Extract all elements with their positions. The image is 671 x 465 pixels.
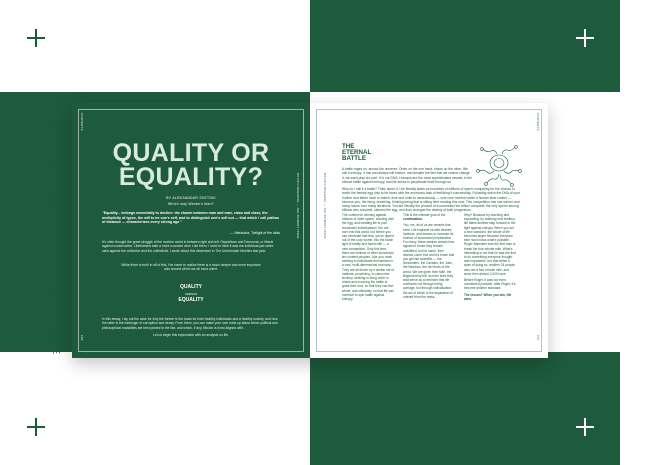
right-column-1: The contest for winning against millions of other sperm, bonding with the egg, and creating life is your successful individualism! You are born into this world, but before you can celebrate that feat, you're ripped out of the cozy womb, into the harsh light of reality and faced with — a new competition. Only this time, there are millions of other successful ten-contest peoples. Like you, each seeking to individuate themselves in a vast, multi-dimensional economy. They are all driven by a similar set of instincts: perceiving, to claim new territory, seeking to bring order in chaos and incurring the battle to grant their soul, so that they can feel whole, and ultimately, so that life can continue to spin battle against entropy.: [342, 213, 394, 302]
column-3-body: Why? Because by reaching and expanding, by claiming new territory, life takes another step forward in the fight against entropy. When you set a new standard, the whole of life becomes larger because everyone else now knows what's possible. Roger Bannister was the first man to break the four-minute mile. What's interesting is not that he was the first to do something everyone thought was impossible, but that within a span of doing so, another 24 people also ran a four-minute mile, and since then almost 2,000 have.: [464, 213, 516, 276]
sperm-cells-illustration: [473, 141, 525, 189]
crosshair-top-left-icon: [27, 29, 45, 47]
byline: BY ALEKSANDAR SVETSKI: [166, 196, 216, 200]
crosshair-bottom-left-icon: [27, 418, 45, 436]
left-page: [72, 103, 310, 358]
quality-label: QUALITY: [180, 284, 202, 290]
side-title-left: [50, 120, 61, 355]
side-brand-left: BITCOIN MAGAZINE: [49, 120, 61, 231]
side-separator-right: |: [659, 237, 671, 242]
left-paragraph-4: Let us begin this exploration with an analysis on life.: [153, 333, 229, 337]
column-2-bold: continuation.: [403, 217, 424, 222]
versus-label: VERSUS: [184, 292, 198, 296]
left-paragraph-1: It's often thought the great struggle of the modern world is between right and left, Republican and Democrat, or liberal against conservative. Libertarians take a more nuanced view. Like them, I used to think it was the individual just railed valid against the collective and the collectivist. I wrote about this dimension in The Unfortunate Nineties last year.: [102, 240, 274, 253]
epigraph-quote: "Equality... belongs essentially to decline: the chasm between man and man, class and class, the multiplicity of types, the will to be one's self, and to distinguish one's self out — that which I call pathos of distance — characterizes every strong age.": [102, 211, 280, 225]
side-brand-right: BITCOIN MAGAZINE: [659, 244, 671, 355]
column-2-lead: This is the ultimate goal of the: [403, 213, 446, 217]
epigraph-attribution: — Nietzsche, Twilight of the Idols: [230, 231, 280, 235]
right-spine-label: BITCOIN MAGAZINE — THE PRIMARY ISSUE: [323, 173, 326, 239]
right-intro-paragraph: A battle rages on, across the universe. Order on the one hand; chaos on the other. We call it entropy. It has and always will endure, and despite the fact that we cannot change it, we each play our part. It is our DNA. Humans are the most sophisticated vessels in the eternal battle against entropy, and life seeks to perpetuate itself through us.: [342, 167, 472, 184]
right-paragraph-2: Why do I call it a battle? Think about it. Life literally starts as hundreds of millions of sperm competing for the chance to reach the female egg only to be faced with the enormous task of fertilizing it successfully. Following which the DNA of your mother and father have to match, fuse and unite to miraculously — over nine months inside a human slow cooker — become you, the living, breathing, thinking being that is sitting here reading this now. This competition has one winner and many losers over many iterations. You are literally the product of a successful ten-trillion conquest: the only sperm among billions who survived, claimed the egg, and thus changed the destiny of both progenitors.: [342, 187, 520, 213]
side-issue-right: THE PRIMARY ISSUE: [659, 120, 671, 235]
section-heading: [342, 144, 371, 162]
side-issue-left: THE PRIMARY ISSUE: [49, 240, 61, 355]
side-title-right: [660, 120, 671, 355]
headline-line-2: EQUALITY?: [118, 163, 264, 191]
side-separator-left: |: [49, 233, 61, 238]
section-heading-line-1: THE: [342, 143, 355, 150]
left-spine-label: BITCOIN MAGAZINE — THE PRIMARY ISSUE: [296, 173, 299, 239]
left-page-folio: CONTENTS: [80, 113, 84, 131]
left-page-number: 006: [80, 335, 84, 341]
equality-label: EQUALITY: [178, 297, 204, 303]
article-headline: [72, 141, 310, 189]
right-column-3: [464, 213, 516, 301]
column-3-lesson: The lesson? When you win, life wins.: [464, 292, 512, 301]
section-heading-line-3: BATTLE: [342, 155, 366, 162]
right-page: [310, 103, 548, 358]
crosshair-bottom-right-icon: [576, 418, 594, 436]
section-heading-line-2: ETERNAL: [342, 149, 372, 156]
right-page-folio: CONTENTS: [536, 113, 540, 131]
column-2-body: You, me, all of us are vessels that exist. Life implants us with desires, instincts, and desires to increase its chance of successful perpetuation. For many, these desires remain less apparent, those they remain unfulfilled, but for some, their desires come true and it's those that you get like scientific — the Alexanders, the Caesars, the Jobs, the Newtons, the da Vincis of the world. We are given their faith, the Bigtonia they left, and the lives they lead serve as a reminder that life continues not through being average, but through individuation: the act of which is the separation of oneself from the mass.: [403, 223, 455, 299]
left-paragraph-3: In this essay, I lay out the case for why the former is the basis for both healthy individuals and a healthy society, and how the latter is the harbinger of corruption and decay. From there, you can make your own mind up about which political and philosophical modalities are best poised to the like, and which, if any, Bitcoin is most aligned with.: [102, 317, 278, 330]
right-page-number: 007: [536, 335, 540, 341]
right-column-2: [403, 213, 455, 299]
magazine-spread: [72, 103, 548, 358]
left-paragraph-2: While there is truth in all of this, I've come to realize there is a much deeper and more important axis around which we all must orient.: [121, 263, 261, 272]
column-3-body-2: Before Roger, it was not even considered possible. After Roger, it's become another standard.: [464, 278, 516, 291]
byline-subtitle: Which way Western Man?: [168, 202, 214, 206]
headline-line-1: QUALITY OR: [112, 139, 270, 167]
crosshair-top-right-icon: [576, 29, 594, 47]
